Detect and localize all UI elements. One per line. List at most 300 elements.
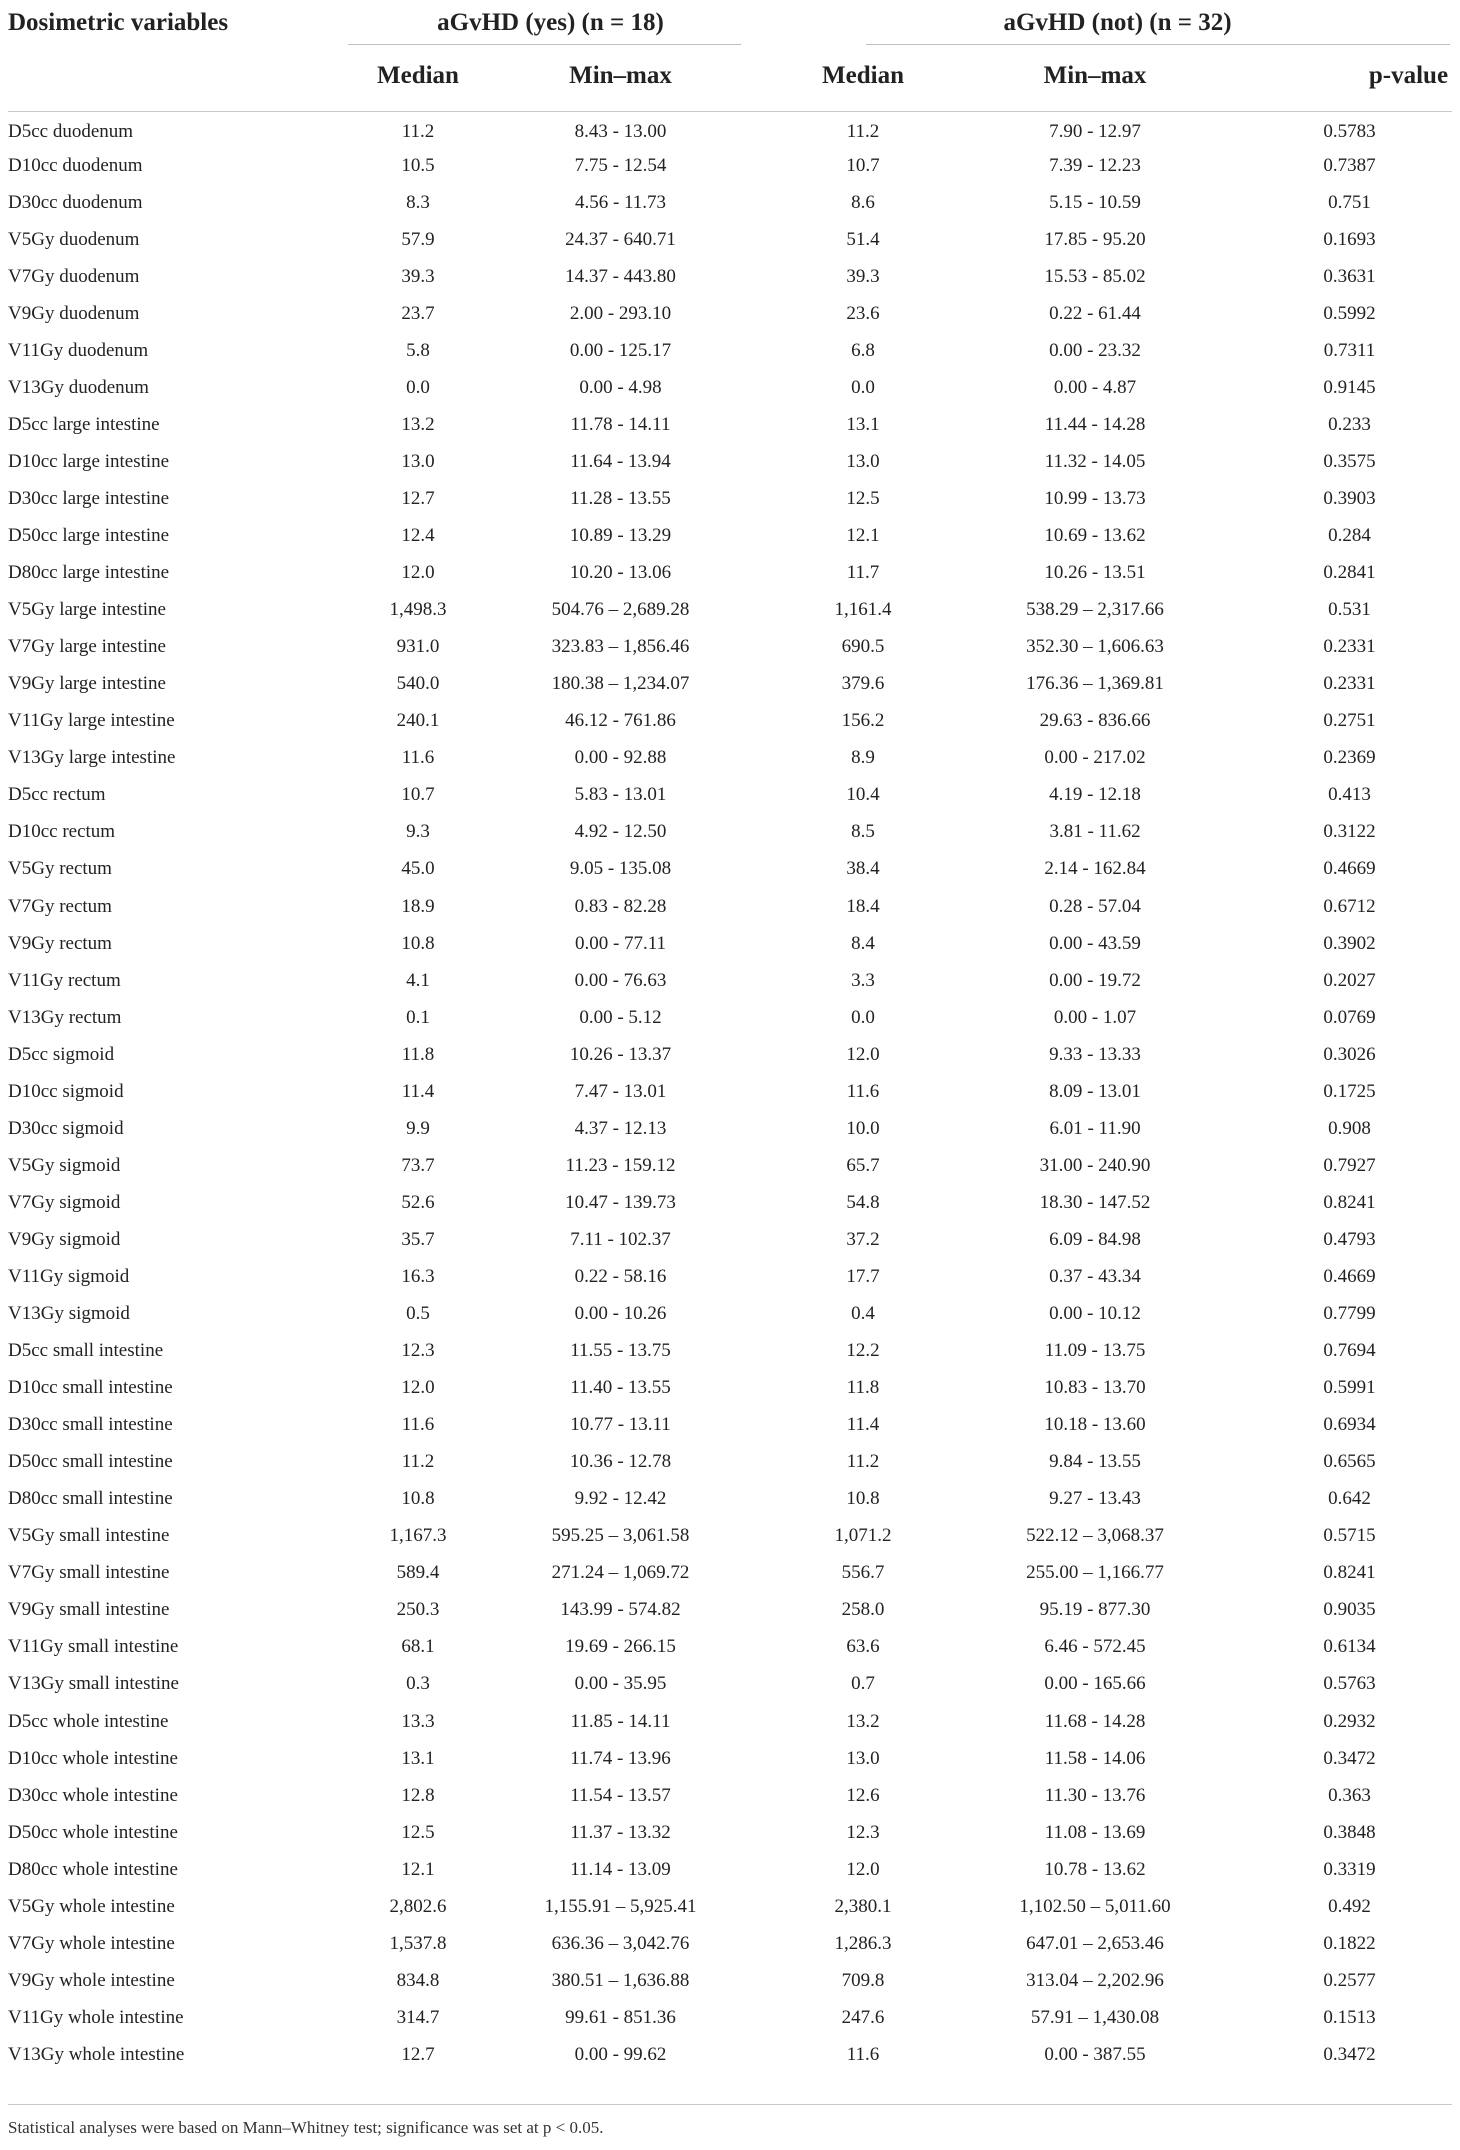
yes-median: 0.3 — [406, 1673, 430, 1695]
table-row — [8, 1888, 1452, 1925]
row-label: D10cc whole intestine — [8, 1747, 178, 1769]
table-row — [8, 369, 1452, 406]
table-row — [8, 814, 1452, 851]
yes-range: 11.28 - 13.55 — [570, 487, 671, 509]
row-label: D10cc rectum — [8, 821, 116, 843]
p-value: 0.2751 — [1323, 710, 1376, 732]
yes-range: 504.76 – 2,689.28 — [551, 599, 690, 621]
no-range: 9.27 - 13.43 — [1049, 1488, 1141, 1510]
table-row — [8, 1073, 1452, 1110]
p-value: 0.3472 — [1323, 2043, 1376, 2065]
p-value: 0.3575 — [1323, 450, 1376, 472]
p-value: 0.1693 — [1323, 228, 1376, 250]
p-value: 0.3319 — [1323, 1858, 1376, 1880]
row-label: D10cc large intestine — [8, 450, 170, 472]
row-label: D10cc small intestine — [8, 1377, 173, 1399]
yes-range: 11.40 - 13.55 — [570, 1377, 671, 1399]
yes-range: 19.69 - 266.15 — [565, 1636, 676, 1658]
row-label: V7Gy duodenum — [8, 265, 140, 287]
no-range: 11.58 - 14.06 — [1044, 1747, 1146, 1769]
header-yes-minmax: Min–max — [569, 62, 672, 89]
yes-median: 10.7 — [401, 784, 435, 806]
no-median: 39.3 — [846, 265, 880, 287]
no-median: 1,071.2 — [834, 1525, 892, 1547]
table-row — [8, 1814, 1452, 1851]
row-label: V13Gy large intestine — [8, 747, 176, 769]
no-median: 10.4 — [846, 784, 880, 806]
row-label: D5cc small intestine — [8, 1340, 164, 1362]
yes-median: 0.5 — [406, 1303, 430, 1325]
no-range: 9.84 - 13.55 — [1049, 1451, 1141, 1473]
no-range: 57.91 – 1,430.08 — [1030, 2006, 1160, 2028]
no-range: 11.30 - 13.76 — [1044, 1784, 1146, 1806]
yes-range: 0.00 - 76.63 — [574, 969, 667, 991]
no-median: 258.0 — [841, 1599, 885, 1621]
no-median: 63.6 — [846, 1636, 880, 1658]
yes-range: 0.83 - 82.28 — [574, 895, 667, 917]
row-label: V7Gy sigmoid — [8, 1191, 121, 1213]
yes-range: 11.23 - 159.12 — [565, 1154, 676, 1176]
no-median: 6.8 — [851, 339, 875, 361]
table-footnote: Statistical analyses were based on Mann–Whitney test; significance was set at p < 0.05. — [8, 2118, 604, 2137]
no-median: 51.4 — [846, 228, 880, 250]
yes-median: 10.8 — [401, 1488, 435, 1510]
yes-range: 0.00 - 77.11 — [574, 932, 667, 954]
no-range: 29.63 - 836.66 — [1039, 710, 1151, 732]
yes-range: 11.78 - 14.11 — [570, 413, 671, 435]
no-range: 10.18 - 13.60 — [1044, 1414, 1146, 1436]
p-value: 0.492 — [1328, 1895, 1371, 1917]
table-row — [8, 888, 1452, 925]
yes-median: 13.0 — [401, 450, 435, 472]
p-value: 0.5783 — [1323, 120, 1376, 142]
no-range: 6.46 - 572.45 — [1044, 1636, 1146, 1658]
no-range: 0.00 - 4.87 — [1053, 376, 1137, 398]
row-label: V5Gy sigmoid — [8, 1154, 121, 1176]
p-value: 0.5991 — [1323, 1377, 1376, 1399]
yes-median: 540.0 — [396, 673, 440, 695]
no-median: 11.4 — [846, 1414, 880, 1436]
table-row — [8, 184, 1452, 221]
header-row-columns — [8, 42, 1452, 110]
no-median: 156.2 — [841, 710, 885, 732]
yes-median: 12.8 — [401, 1784, 435, 1806]
no-median: 12.0 — [846, 1043, 880, 1065]
p-value: 0.642 — [1328, 1488, 1371, 1510]
no-range: 11.08 - 13.69 — [1044, 1821, 1146, 1843]
row-label: D50cc small intestine — [8, 1451, 173, 1473]
yes-median: 11.8 — [401, 1043, 435, 1065]
no-range: 10.78 - 13.62 — [1044, 1858, 1146, 1880]
no-median: 8.5 — [851, 821, 875, 843]
yes-median: 931.0 — [396, 636, 440, 658]
no-range: 0.28 - 57.04 — [1049, 895, 1141, 917]
row-label: V9Gy large intestine — [8, 673, 166, 695]
yes-median: 12.1 — [401, 1858, 435, 1880]
table-row — [8, 1184, 1452, 1221]
row-label: V9Gy rectum — [8, 932, 112, 954]
no-range: 0.22 - 61.44 — [1049, 302, 1141, 324]
no-median: 12.5 — [846, 487, 880, 509]
no-range: 8.09 - 13.01 — [1049, 1080, 1141, 1102]
row-label: V13Gy duodenum — [8, 376, 149, 398]
no-median: 709.8 — [841, 1969, 885, 1991]
yes-median: 23.7 — [401, 302, 435, 324]
p-value: 0.6934 — [1323, 1414, 1376, 1436]
yes-median: 39.3 — [401, 265, 435, 287]
table-row — [8, 1221, 1452, 1258]
yes-range: 271.24 – 1,069.72 — [551, 1562, 690, 1584]
no-range: 0.00 - 387.55 — [1044, 2043, 1146, 2065]
p-value: 0.6134 — [1323, 1636, 1376, 1658]
yes-range: 2.00 - 293.10 — [569, 302, 672, 324]
no-median: 8.6 — [851, 191, 875, 213]
row-label: D80cc small intestine — [8, 1488, 173, 1510]
yes-median: 35.7 — [401, 1228, 435, 1250]
yes-median: 12.0 — [401, 1377, 435, 1399]
no-range: 0.37 - 43.34 — [1049, 1265, 1141, 1287]
no-median: 2,380.1 — [834, 1895, 892, 1917]
table-row — [8, 1407, 1452, 1444]
yes-median: 1,498.3 — [389, 599, 447, 621]
row-label: D30cc sigmoid — [8, 1117, 124, 1139]
table-row — [8, 1481, 1452, 1518]
table-row — [8, 406, 1452, 443]
yes-median: 11.2 — [401, 120, 435, 142]
table-row — [8, 925, 1452, 962]
no-range: 11.68 - 14.28 — [1044, 1710, 1146, 1732]
no-median: 54.8 — [846, 1191, 880, 1213]
no-median: 12.6 — [846, 1784, 880, 1806]
no-median: 12.0 — [846, 1858, 880, 1880]
no-median: 10.8 — [846, 1488, 880, 1510]
p-value: 0.908 — [1328, 1117, 1371, 1139]
yes-median: 13.1 — [401, 1747, 435, 1769]
yes-range: 0.22 - 58.16 — [574, 1265, 667, 1287]
yes-median: 9.9 — [406, 1117, 430, 1139]
no-range: 18.30 - 147.52 — [1039, 1191, 1151, 1213]
row-label: V5Gy large intestine — [8, 599, 166, 621]
yes-range: 11.54 - 13.57 — [570, 1784, 671, 1806]
p-value: 0.1513 — [1323, 2006, 1376, 2028]
no-range: 0.00 - 165.66 — [1044, 1673, 1146, 1695]
no-range: 4.19 - 12.18 — [1049, 784, 1141, 806]
no-range: 352.30 – 1,606.63 — [1026, 636, 1164, 658]
p-value: 0.2841 — [1323, 562, 1376, 584]
table-row — [8, 629, 1452, 666]
table-row — [8, 221, 1452, 258]
row-label: V13Gy small intestine — [8, 1673, 179, 1695]
table-row — [8, 1296, 1452, 1333]
no-median: 247.6 — [841, 2006, 885, 2028]
yes-range: 0.00 - 10.26 — [574, 1303, 667, 1325]
header-group-no: aGvHD (not) (n = 32) — [1003, 9, 1232, 36]
no-median: 65.7 — [846, 1154, 880, 1176]
yes-median: 10.5 — [401, 154, 435, 176]
p-value: 0.5715 — [1323, 1525, 1376, 1547]
no-range: 11.44 - 14.28 — [1044, 413, 1146, 435]
table-row — [8, 851, 1452, 888]
no-range: 2.14 - 162.84 — [1044, 858, 1146, 880]
yes-range: 11.74 - 13.96 — [570, 1747, 671, 1769]
no-range: 7.39 - 12.23 — [1049, 154, 1141, 176]
no-range: 255.00 – 1,166.77 — [1026, 1562, 1164, 1584]
table-row — [8, 518, 1452, 555]
p-value: 0.4669 — [1323, 1265, 1376, 1287]
no-range: 95.19 - 877.30 — [1039, 1599, 1151, 1621]
no-range: 11.09 - 13.75 — [1044, 1340, 1146, 1362]
table-row — [8, 740, 1452, 777]
row-label: V9Gy whole intestine — [8, 1969, 175, 1991]
table-row — [8, 1555, 1452, 1592]
header-group-yes: aGvHD (yes) (n = 18) — [437, 9, 664, 36]
no-median: 38.4 — [846, 858, 880, 880]
yes-median: 314.7 — [396, 2006, 440, 2028]
no-median: 0.0 — [851, 376, 875, 398]
yes-range: 7.47 - 13.01 — [574, 1080, 667, 1102]
yes-median: 0.0 — [406, 376, 430, 398]
no-range: 11.32 - 14.05 — [1044, 450, 1146, 472]
no-median: 23.6 — [846, 302, 880, 324]
yes-median: 45.0 — [401, 858, 435, 880]
no-range: 0.00 - 43.59 — [1049, 932, 1141, 954]
yes-range: 10.89 - 13.29 — [569, 525, 672, 547]
row-label: D50cc whole intestine — [8, 1821, 178, 1843]
row-label: V7Gy large intestine — [8, 636, 166, 658]
table-row — [8, 555, 1452, 592]
yes-median: 52.6 — [401, 1191, 435, 1213]
yes-median: 8.3 — [406, 191, 430, 213]
table-row — [8, 443, 1452, 480]
table-body — [8, 110, 1452, 2073]
p-value: 0.1725 — [1323, 1080, 1376, 1102]
p-value: 0.531 — [1328, 599, 1371, 621]
row-label: D50cc large intestine — [8, 525, 170, 547]
yes-range: 10.36 - 12.78 — [569, 1451, 672, 1473]
row-label: V9Gy small intestine — [8, 1599, 170, 1621]
table-row — [8, 666, 1452, 703]
row-label: D5cc rectum — [8, 784, 106, 806]
p-value: 0.233 — [1328, 413, 1371, 435]
row-label: V13Gy rectum — [8, 1006, 122, 1028]
row-label: D10cc duodenum — [8, 154, 143, 176]
no-range: 647.01 – 2,653.46 — [1026, 1932, 1164, 1954]
header-no-median: Median — [822, 62, 904, 89]
no-median: 379.6 — [841, 673, 885, 695]
yes-range: 380.51 – 1,636.88 — [551, 1969, 690, 1991]
row-label: D10cc sigmoid — [8, 1080, 124, 1102]
p-value: 0.6712 — [1323, 895, 1376, 917]
no-median: 11.6 — [846, 2043, 880, 2065]
dosimetric-table — [8, 0, 1452, 2073]
no-median: 12.2 — [846, 1340, 880, 1362]
table-row — [8, 1851, 1452, 1888]
p-value: 0.2331 — [1323, 636, 1376, 658]
no-range: 1,102.50 – 5,011.60 — [1019, 1895, 1171, 1917]
no-median: 17.7 — [846, 1265, 880, 1287]
yes-range: 0.00 - 35.95 — [574, 1673, 667, 1695]
yes-range: 99.61 - 851.36 — [565, 2006, 676, 2028]
table-row — [8, 258, 1452, 295]
no-range: 10.83 - 13.70 — [1044, 1377, 1146, 1399]
no-range: 31.00 - 240.90 — [1039, 1154, 1151, 1176]
no-median: 3.3 — [851, 969, 875, 991]
table-row — [8, 147, 1452, 184]
yes-median: 589.4 — [396, 1562, 440, 1584]
p-value: 0.7927 — [1323, 1154, 1376, 1176]
row-label: V7Gy whole intestine — [8, 1932, 175, 1954]
row-label: V11Gy small intestine — [8, 1636, 179, 1658]
no-range: 0.00 - 10.12 — [1049, 1303, 1141, 1325]
yes-range: 7.75 - 12.54 — [574, 154, 667, 176]
row-label: V11Gy duodenum — [8, 339, 149, 361]
no-median: 8.9 — [851, 747, 875, 769]
yes-range: 10.47 - 139.73 — [565, 1191, 676, 1213]
table-row — [8, 1740, 1452, 1777]
row-label: V11Gy sigmoid — [8, 1265, 130, 1287]
no-median: 13.1 — [846, 413, 880, 435]
table-row — [8, 1999, 1452, 2036]
no-median: 11.7 — [846, 562, 880, 584]
no-range: 10.99 - 13.73 — [1044, 487, 1146, 509]
yes-median: 12.4 — [401, 525, 435, 547]
table-row — [8, 1703, 1452, 1740]
yes-range: 636.36 – 3,042.76 — [551, 1932, 690, 1954]
p-value: 0.284 — [1328, 525, 1371, 547]
yes-range: 11.14 - 13.09 — [570, 1858, 671, 1880]
no-range: 176.36 – 1,369.81 — [1026, 673, 1164, 695]
yes-median: 73.7 — [401, 1154, 435, 1176]
table-row — [8, 1962, 1452, 1999]
yes-median: 1,167.3 — [389, 1525, 447, 1547]
yes-median: 11.6 — [401, 1414, 435, 1436]
row-label: V9Gy sigmoid — [8, 1228, 121, 1250]
yes-range: 9.92 - 12.42 — [574, 1488, 667, 1510]
table-row — [8, 1666, 1452, 1703]
table-row — [8, 962, 1452, 999]
yes-range: 11.85 - 14.11 — [570, 1710, 671, 1732]
yes-range: 0.00 - 92.88 — [574, 747, 667, 769]
yes-range: 7.11 - 102.37 — [570, 1228, 671, 1250]
no-range: 0.00 - 217.02 — [1044, 747, 1146, 769]
yes-range: 4.56 - 11.73 — [574, 191, 667, 213]
yes-median: 12.0 — [401, 562, 435, 584]
no-range: 0.00 - 19.72 — [1049, 969, 1141, 991]
p-value: 0.7694 — [1323, 1340, 1376, 1362]
header-p-value: p-value — [1368, 62, 1449, 89]
row-label: V13Gy sigmoid — [8, 1303, 130, 1325]
yes-median: 12.7 — [401, 487, 435, 509]
yes-range: 46.12 - 761.86 — [565, 710, 676, 732]
yes-median: 12.5 — [401, 1821, 435, 1843]
p-value: 0.5992 — [1323, 302, 1376, 324]
row-label: D80cc whole intestine — [8, 1858, 178, 1880]
no-median: 13.0 — [846, 450, 880, 472]
no-range: 0.00 - 1.07 — [1053, 1006, 1137, 1028]
no-median: 11.6 — [846, 1080, 880, 1102]
p-value: 0.9145 — [1323, 376, 1376, 398]
p-value: 0.5763 — [1323, 1673, 1376, 1695]
yes-median: 11.4 — [401, 1080, 435, 1102]
p-value: 0.3026 — [1323, 1043, 1376, 1065]
no-range: 3.81 - 11.62 — [1049, 821, 1141, 843]
p-value: 0.4669 — [1323, 858, 1376, 880]
table-row — [8, 1147, 1452, 1184]
p-value: 0.3848 — [1323, 1821, 1376, 1843]
yes-median: 9.3 — [406, 821, 430, 843]
p-value: 0.0769 — [1323, 1006, 1376, 1028]
header-dosimetric-variables: Dosimetric variables — [8, 9, 229, 36]
yes-median: 250.3 — [396, 1599, 440, 1621]
yes-range: 8.43 - 13.00 — [574, 120, 667, 142]
row-label: V5Gy rectum — [8, 858, 112, 880]
yes-range: 4.92 - 12.50 — [574, 821, 667, 843]
no-median: 12.3 — [846, 1821, 880, 1843]
row-label: V5Gy whole intestine — [8, 1895, 175, 1917]
p-value: 0.413 — [1328, 784, 1371, 806]
no-median: 0.7 — [851, 1673, 875, 1695]
no-median: 11.2 — [846, 1451, 880, 1473]
yes-median: 11.2 — [401, 1451, 435, 1473]
no-median: 10.0 — [846, 1117, 880, 1139]
no-range: 0.00 - 23.32 — [1049, 339, 1141, 361]
no-range: 17.85 - 95.20 — [1044, 228, 1146, 250]
table-row — [8, 777, 1452, 814]
table-row — [8, 1036, 1452, 1073]
yes-median: 1,537.8 — [389, 1932, 447, 1954]
no-median: 37.2 — [846, 1228, 880, 1250]
p-value: 0.7799 — [1323, 1303, 1376, 1325]
yes-median: 2,802.6 — [389, 1895, 447, 1917]
row-label: V9Gy duodenum — [8, 302, 140, 324]
yes-range: 11.55 - 13.75 — [570, 1340, 671, 1362]
p-value: 0.2331 — [1323, 673, 1376, 695]
p-value: 0.3472 — [1323, 1747, 1376, 1769]
table-row — [8, 332, 1452, 369]
p-value: 0.1822 — [1323, 1932, 1376, 1954]
no-median: 10.7 — [846, 154, 880, 176]
row-label: D80cc large intestine — [8, 562, 170, 584]
p-value: 0.751 — [1328, 191, 1371, 213]
row-label: D5cc duodenum — [8, 120, 134, 142]
yes-median: 68.1 — [401, 1636, 435, 1658]
p-value: 0.3122 — [1323, 821, 1376, 843]
yes-range: 5.83 - 13.01 — [574, 784, 667, 806]
yes-median: 12.7 — [401, 2043, 435, 2065]
yes-median: 57.9 — [401, 228, 435, 250]
table-row — [8, 1333, 1452, 1370]
yes-median: 4.1 — [406, 969, 430, 991]
row-label: D5cc large intestine — [8, 413, 160, 435]
yes-range: 10.77 - 13.11 — [570, 1414, 671, 1436]
yes-median: 10.8 — [401, 932, 435, 954]
yes-range: 9.05 - 135.08 — [569, 858, 672, 880]
row-label: V7Gy small intestine — [8, 1562, 170, 1584]
row-label: D30cc large intestine — [8, 487, 170, 509]
yes-range: 1,155.91 – 5,925.41 — [544, 1895, 697, 1917]
no-median: 1,161.4 — [834, 599, 892, 621]
table-row — [8, 1110, 1452, 1147]
p-value: 0.9035 — [1323, 1599, 1376, 1621]
yes-range: 323.83 – 1,856.46 — [551, 636, 690, 658]
row-label: D30cc whole intestine — [8, 1784, 178, 1806]
yes-median: 18.9 — [401, 895, 435, 917]
p-value: 0.2369 — [1323, 747, 1376, 769]
no-range: 6.01 - 11.90 — [1049, 1117, 1141, 1139]
no-median: 11.8 — [846, 1377, 880, 1399]
no-median: 13.2 — [846, 1710, 880, 1732]
row-label: D30cc duodenum — [8, 191, 143, 213]
